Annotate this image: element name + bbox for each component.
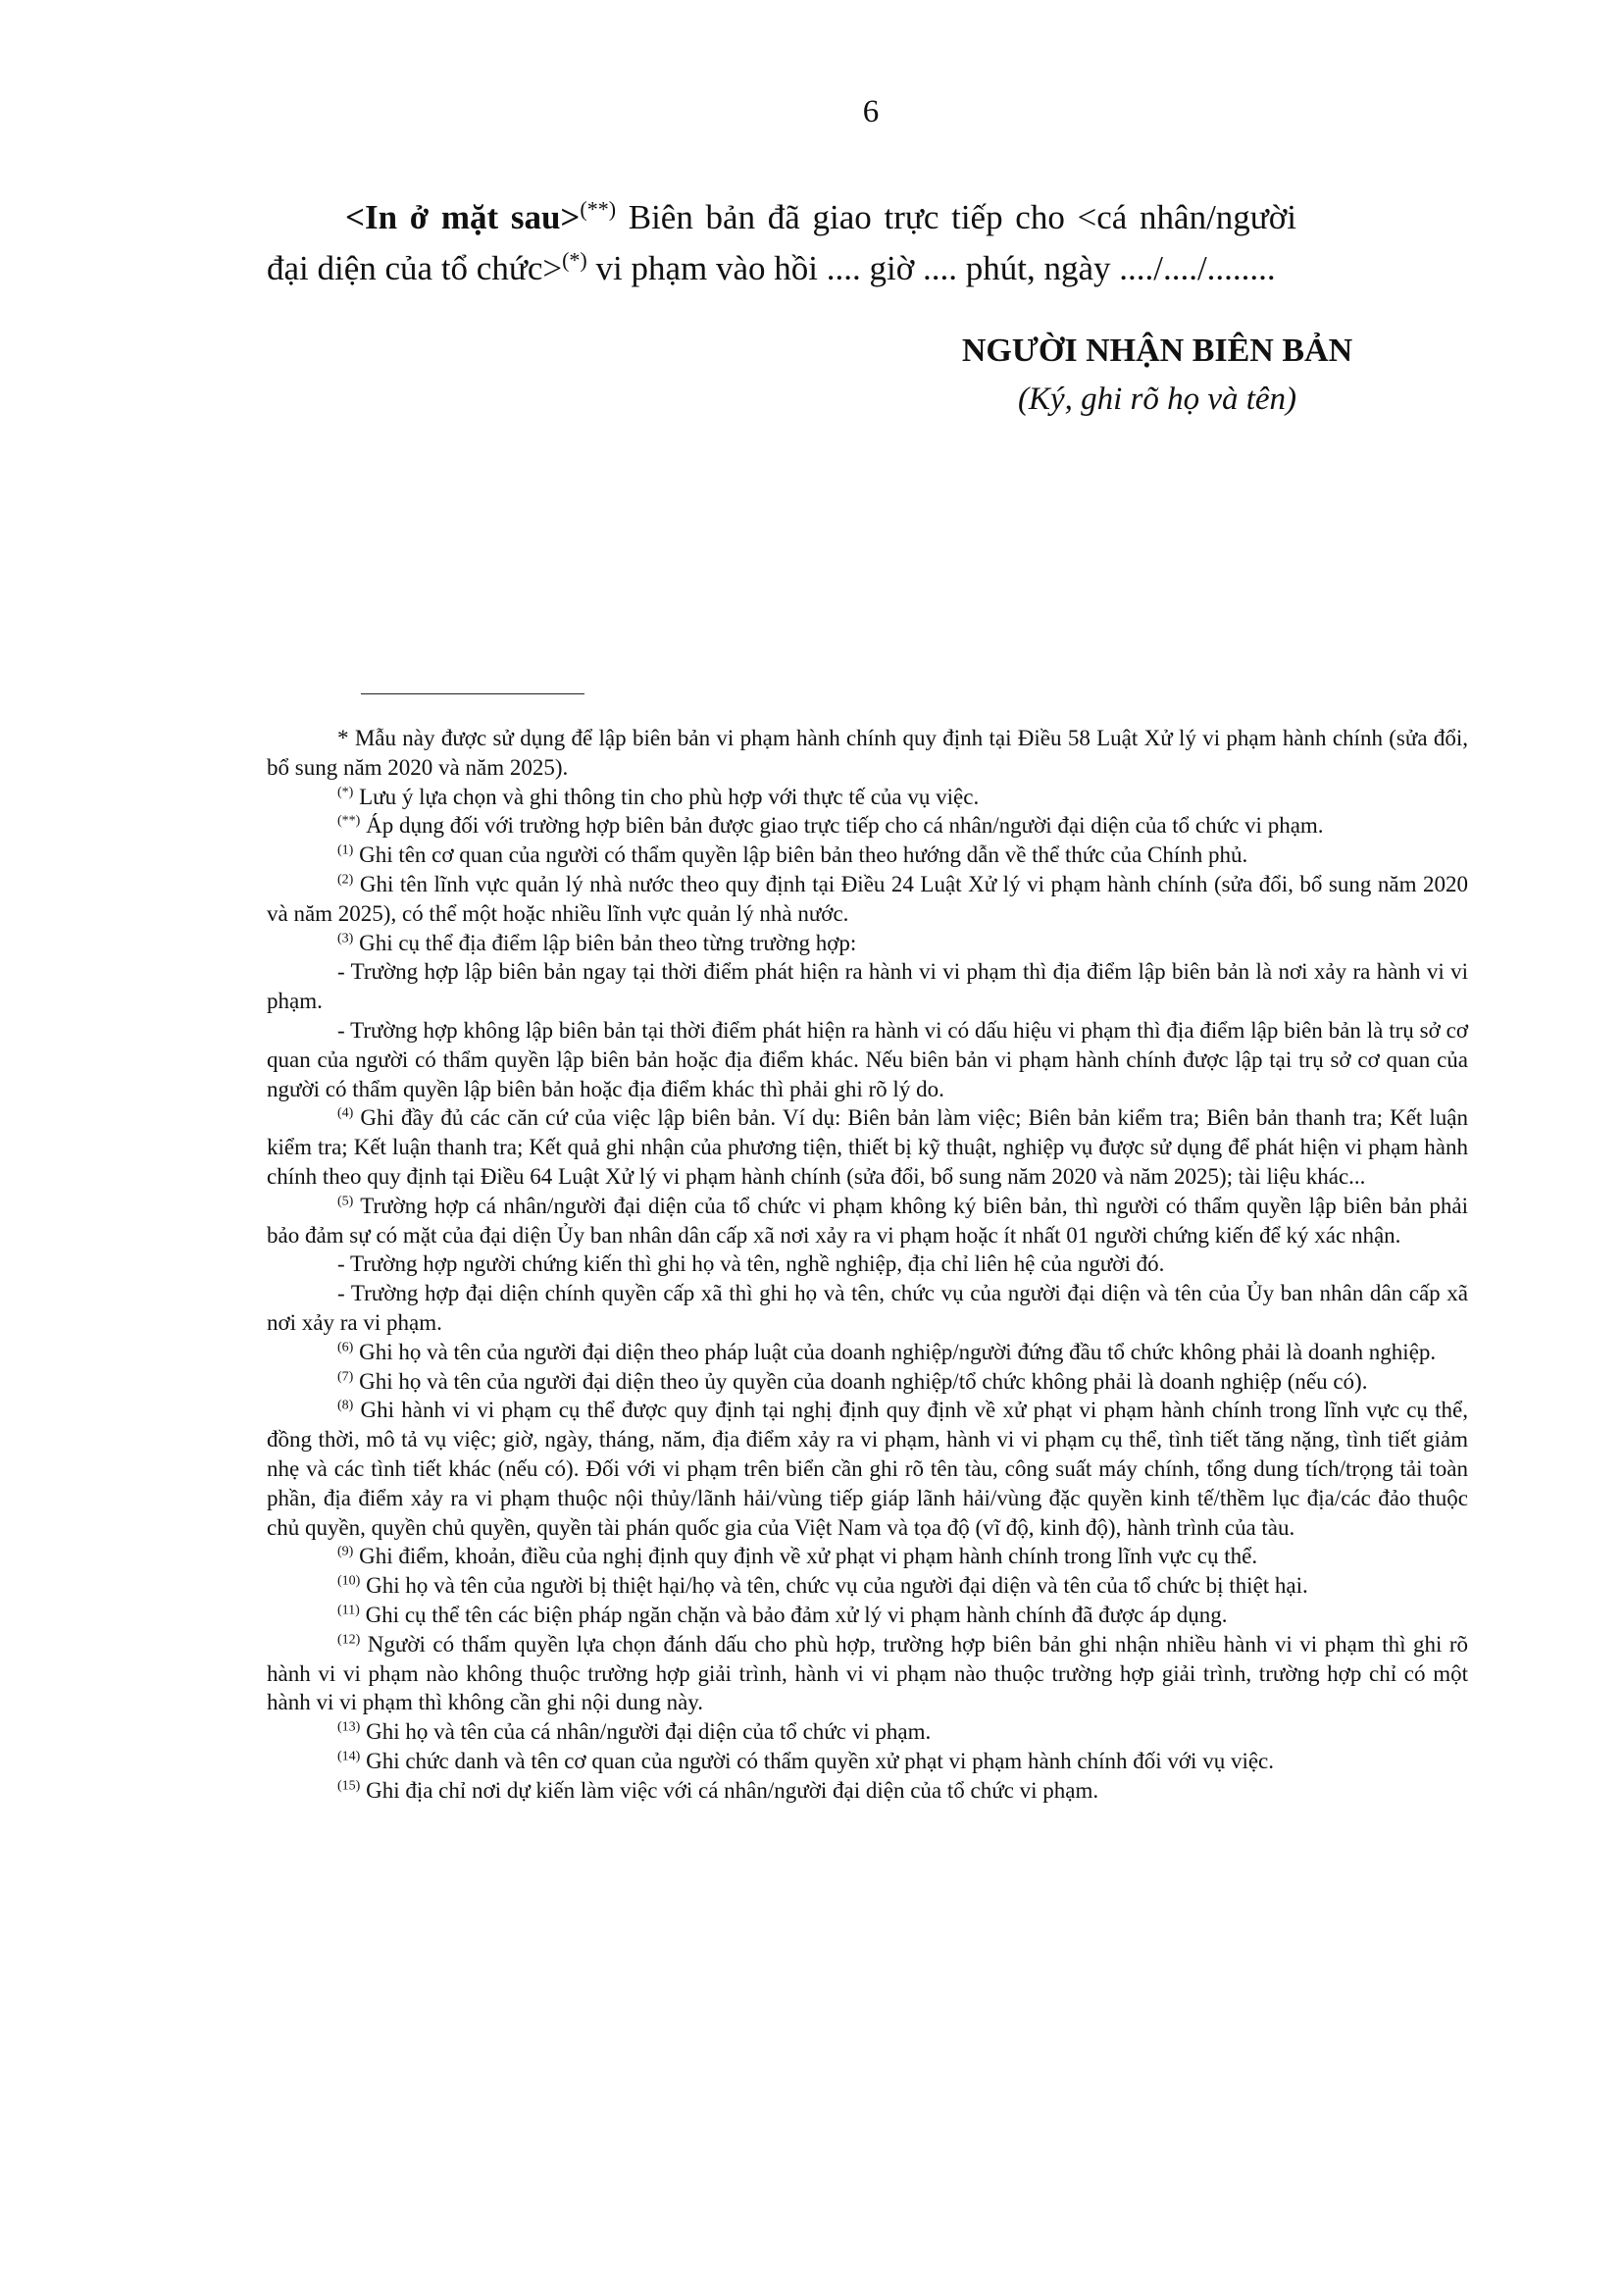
footnotes (267, 724, 1468, 1805)
footnote-separator (361, 693, 584, 694)
footnote-marker: (10) (337, 1573, 361, 1589)
footnote-marker: (**) (337, 813, 361, 829)
footnote-item (267, 1103, 1468, 1191)
footnote-text: Lưu ý lựa chọn và ghi thông tin cho phù hợp với thực tế của vụ việc. (353, 784, 980, 809)
footnote-text: Ghi họ và tên của người đại diện theo pháp luật của doanh nghiệp/người đứng đầu tổ chức không phải là doanh nghiệp. (353, 1339, 1437, 1364)
footnote-marker: (6) (337, 1340, 354, 1355)
footnote-text: Ghi tên cơ quan của người có thẩm quyền lập biên bản theo hướng dẫn về thể thức của Chính phủ. (353, 842, 1248, 868)
footnote-text: Ghi họ và tên của cá nhân/người đại diện của tổ chức vi phạm. (360, 1719, 932, 1745)
footnote-text: - Trường hợp không lập biên bản tại thời điểm phát hiện ra hành vi có dấu hiệu vi phạm thì địa điểm lập biên bản là trụ sở cơ quan của người có thẩm quyền lập biên bản hoặc địa điểm khác. Nếu biên bản vi phạm hành chính được lập tại trụ sở cơ quan của người có thẩm quyền lập biên bản hoặc địa điểm khác thì phải ghi rõ lý do. (267, 1017, 1468, 1101)
footnote-text: Người có thẩm quyền lựa chọn đánh dấu cho phù hợp, trường hợp biên bản ghi nhận nhiều hành vi vi phạm thì ghi rõ hành vi vi phạm nào không thuộc trường hợp giải trình, hành vi vi phạm nào thuộc trường hợp giải trình, trường hợp chỉ có một hành vi vi phạm thì không cần ghi nội dung này. (267, 1631, 1468, 1715)
footnote-text: - Trường hợp lập biên bản ngay tại thời điểm phát hiện ra hành vi vi phạm thì địa điểm lập biên bản là nơi xảy ra hành vi vi phạm. (267, 959, 1468, 1014)
footnote-marker: (5) (337, 1194, 354, 1209)
footnote-item (267, 1601, 1468, 1630)
footnote-marker: (13) (337, 1719, 361, 1735)
footnote-marker: (3) (337, 930, 354, 945)
signature-title: NGƯỜI NHẬN BIÊN BẢN (961, 332, 1353, 369)
footnote-marker: (*) (562, 247, 587, 273)
page-number: 6 (862, 94, 880, 129)
signature-block (902, 326, 1412, 422)
footnote-text: Ghi chức danh và tên cơ quan của người có thẩm quyền xử phạt vi phạm hành chính đối với vụ việc. (360, 1748, 1275, 1773)
footnote-item (267, 929, 1468, 958)
delivery-text: Biên bản đã giao trực tiếp cho <cá nhân/người đại diện của tổ chức> (267, 198, 1296, 287)
footnote-text: Ghi điểm, khoản, điều của nghị định quy định về xử phạt vi phạm hành chính trong lĩnh vực cụ thể. (353, 1544, 1258, 1569)
footnote-item (267, 1717, 1468, 1747)
footnote-text: Ghi đầy đủ các căn cứ của việc lập biên bản. Ví dụ: Biên bản làm việc; Biên bản kiểm tra; Biên bản thanh tra; Kết luận kiểm tra; Kết luận thanh tra; Kết quả ghi nhận của phương tiện, thiết bị kỹ thuật, nghiệp vụ được sử dụng để phát hiện vi phạm hành chính theo quy định tại Điều 64 Luật Xử lý vi phạm hành chính (sửa đổi, bổ sung năm 2020 và năm 2025); tài liệu khác... (267, 1105, 1468, 1189)
delivery-time-text: vi phạm vào hồi .... giờ .... phút, ngày ..../..../........ (586, 249, 1276, 287)
footnote-marker: (8) (337, 1398, 354, 1413)
footnote-item (267, 870, 1468, 929)
footnote-item (267, 1542, 1468, 1571)
footnote-text: * Mẫu này được sử dụng để lập biên bản vi phạm hành chính quy định tại Điều 58 Luật Xử lý vi phạm hành chính (sửa đổi, bổ sung năm 2020 và năm 2025). (267, 726, 1468, 780)
footnote-item (267, 1016, 1468, 1103)
footnote-text: Trường hợp cá nhân/người đại diện của tổ chức vi phạm không ký biên bản, thì người có thẩm quyền lập biên bản phải bảo đảm sự có mặt của đại diện Ủy ban nhân dân cấp xã nơi xảy ra vi phạm hoặc ít nhất 01 người chứng kiến để ký xác nhận. (267, 1193, 1468, 1248)
footnote-text: Ghi họ và tên của người bị thiệt hại/họ và tên, chức vụ của người đại diện và tên của tổ chức bị thiệt hại. (360, 1573, 1308, 1599)
footnote-text: Ghi cụ thể tên các biện pháp ngăn chặn và bảo đảm xử lý vi phạm hành chính đã được áp dụng. (359, 1602, 1228, 1627)
footnote-item (267, 1338, 1468, 1367)
footnote-marker: (2) (337, 872, 354, 888)
footnote-marker: (12) (337, 1632, 361, 1648)
back-side-label: <In ở mặt sau> (345, 198, 581, 236)
footnote-text: - Trường hợp đại diện chính quyền cấp xã thì ghi họ và tên, chức vụ của người đại diện và tên của Ủy ban nhân dân cấp xã nơi xảy ra vi phạm. (267, 1281, 1468, 1335)
footnote-item (267, 724, 1468, 783)
footnote-item (267, 1747, 1468, 1776)
footnote-item (267, 1192, 1468, 1250)
footnote-text: Ghi hành vi vi phạm cụ thể được quy định tại nghị định quy định về xử phạt vi phạm hành chính trong lĩnh vực cụ thể, đồng thời, mô tả vụ việc; giờ, ngày, tháng, năm, địa điểm xảy ra vi phạm, hành vi vi phạm cụ thể, tình tiết tăng nặng, tình tiết giảm nhẹ và các tình tiết khác (nếu có). Đối với vi phạm trên biển cần ghi rõ tên tàu, công suất máy chính, tổng dung tích/trọng tải toàn phần, địa điểm xảy ra vi phạm thuộc nội thủy/lãnh hải/vùng tiếp giáp lãnh hải/vùng đặc quyền kinh tế/thềm lục địa/các đảo thuộc chủ quyền, quyền chủ quyền, quyền tài phán quốc gia của Việt Nam và tọa độ (vĩ độ, kinh độ), hành trình của tàu. (267, 1398, 1468, 1540)
footnote-marker: (11) (337, 1603, 360, 1618)
footnote-marker: (14) (337, 1749, 361, 1764)
footnote-text: Ghi cụ thể địa điểm lập biên bản theo từng trường hợp: (353, 930, 857, 955)
delivery-statement (267, 192, 1296, 294)
footnote-item (267, 957, 1468, 1016)
footnote-text: - Trường hợp người chứng kiến thì ghi họ và tên, nghề nghiệp, địa chỉ liên hệ của người đó. (337, 1251, 1165, 1277)
footnote-marker: (1) (337, 842, 354, 858)
footnote-text: Ghi tên lĩnh vực quản lý nhà nước theo quy định tại Điều 24 Luật Xử lý vi phạm hành chính (sửa đổi, bổ sung năm 2020 và năm 2025), có thể một hoặc nhiều lĩnh vực quản lý nhà nước. (267, 871, 1468, 926)
footnote-marker: (4) (337, 1105, 354, 1121)
footnote-item (267, 1776, 1468, 1806)
footnote-item (267, 1279, 1468, 1338)
footnote-marker: (9) (337, 1544, 354, 1559)
footnote-text: Ghi họ và tên của người đại diện theo ủy quyền của doanh nghiệp/tổ chức không phải là doanh nghiệp (nếu có). (353, 1368, 1368, 1394)
footnote-item (267, 1396, 1468, 1542)
footnote-marker: (7) (337, 1368, 354, 1384)
footnote-item (267, 811, 1468, 841)
footnote-item (267, 783, 1468, 812)
signature-subtitle: (Ký, ghi rõ họ và tên) (1017, 382, 1297, 417)
footnote-item (267, 841, 1468, 870)
footnote-text: Áp dụng đối với trường hợp biên bản được giao trực tiếp cho cá nhân/người đại diện của tổ chức vi phạm. (360, 813, 1324, 839)
footnote-item (267, 1571, 1468, 1601)
footnote-marker: (*) (337, 784, 354, 799)
footnote-item (267, 1250, 1468, 1279)
footnote-item (267, 1367, 1468, 1397)
delivery-statement-text (267, 192, 1296, 294)
footnote-text: Ghi địa chỉ nơi dự kiến làm việc với cá nhân/người đại diện của tổ chức vi phạm. (360, 1777, 1099, 1803)
footnote-item (267, 1630, 1468, 1717)
footnote-marker: (**) (580, 196, 617, 222)
footnote-marker: (15) (337, 1778, 361, 1794)
